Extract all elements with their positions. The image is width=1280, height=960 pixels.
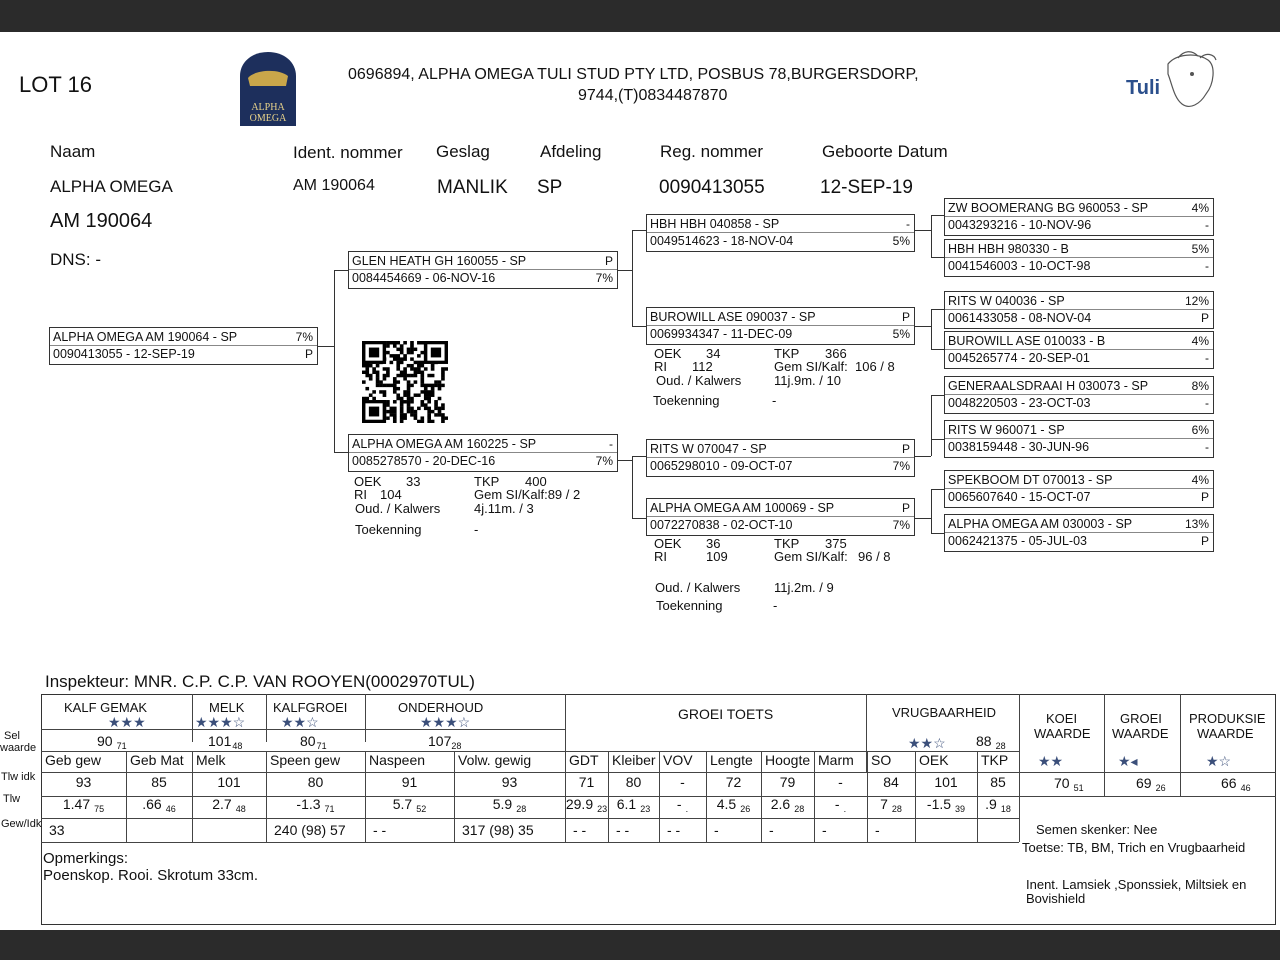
animal-reg: 0090413055 — [659, 177, 765, 198]
pedigree-gg-5: GENERAALSDRAAI H 030073 - SP 8% 0048220503 - 23-OCT-03 - — [944, 376, 1214, 414]
group-groei-toets: GROEI TOETS — [678, 706, 774, 722]
gew-idk-cell: - - — [373, 822, 387, 838]
svg-text:ALPHA: ALPHA — [251, 102, 285, 113]
tuli-logo — [1118, 44, 1224, 124]
inspector: Inspekteur: MNR. C.P. C.P. VAN ROOYEN(0002970TUL) — [45, 672, 475, 691]
tlw-value: 5.7 — [392, 796, 413, 812]
gew-idk-cell: - — [714, 822, 719, 838]
label-naam: Naam — [50, 142, 96, 161]
sd-oud-label: Oud. / Kalwers — [656, 373, 742, 388]
group-koei-waarde: WAARDE — [1034, 726, 1091, 741]
tlw-idk-cell: 85 — [151, 774, 167, 790]
pedigree-dam: ALPHA OMEGA AM 160225 - SP - 0085278570 - 20-DEC-16 7% — [348, 434, 618, 472]
column-header: Naspeen — [369, 752, 426, 768]
column-header: Kleiber — [612, 752, 656, 768]
tlw-idk-cell: 84 — [883, 774, 899, 790]
group-kalfgroei: KALFGROEI — [273, 700, 348, 715]
group-produksie: PRODUKSIE — [1189, 711, 1266, 726]
tlw-value: 29.9 — [565, 796, 594, 812]
connector — [931, 489, 944, 490]
connector — [931, 395, 932, 439]
dd-ri: 109 — [706, 549, 728, 564]
dam-oek: 33 — [406, 474, 421, 489]
remarks-label: Opmerkings: — [43, 850, 129, 867]
column-header: GDT — [569, 752, 599, 768]
connector — [618, 270, 632, 271]
group-melk: MELK — [209, 700, 245, 715]
group-produksie-waarde: WAARDE — [1197, 726, 1254, 741]
tlw-value: 1.47 — [62, 796, 91, 812]
animal-naam-2: AM 190064 — [50, 210, 153, 232]
grid-line — [41, 818, 1019, 819]
produksie-value: 66 $_{46}$ — [1221, 775, 1251, 793]
sd-toek-label: Toekenning — [653, 393, 720, 408]
connector — [931, 257, 944, 258]
connector — [632, 518, 646, 519]
tlw-value: -1.5 — [926, 796, 952, 812]
dam-oek-label: OEK — [354, 474, 382, 489]
tlw-idk-cell: 80 — [625, 774, 642, 790]
sel-kalfgroei: $80_{71}$ — [300, 733, 327, 751]
row-label-sel: Sel — [4, 730, 20, 742]
gew-idk-cell: - - — [573, 822, 587, 838]
svg-text:OMEGA: OMEGA — [249, 113, 287, 124]
sel-melk: $101_{48}$ — [208, 733, 243, 751]
animal-ident: AM 190064 — [293, 177, 375, 194]
column-header: Geb Mat — [130, 752, 184, 768]
stars-produksie: ★☆ — [1206, 753, 1232, 769]
tlw-cell — [867, 796, 915, 814]
connector — [334, 270, 335, 452]
connector — [334, 452, 348, 453]
grid-line — [1180, 694, 1181, 796]
grid-line — [266, 694, 267, 742]
stars-kalf-gemak: ★★★ — [108, 714, 146, 730]
pedigree-dam-dam: ALPHA OMEGA AM 100069 - SP P 0072270838 - 02-OCT-10 7% — [646, 498, 915, 536]
group-kalf-gemak: KALF GEMAK — [64, 700, 148, 715]
pedigree-sire-sire: HBH HBH 040858 - SP - 0049514623 - 18-NOV-04 5% — [646, 214, 915, 252]
gew-idk-cell: - — [769, 822, 774, 838]
connector — [632, 230, 646, 231]
tlw-cell — [365, 796, 454, 814]
dd-oek: 36 — [706, 536, 721, 551]
tlw-accuracy: . — [685, 804, 689, 814]
connector — [334, 270, 348, 271]
gew-idk-cell: - - — [616, 822, 630, 838]
tlw-cell — [565, 796, 608, 814]
stars-melk: ★★★☆ — [195, 714, 246, 730]
tlw-idk-cell: 71 — [578, 774, 595, 790]
qr-code-icon — [362, 341, 448, 423]
groei-value: 69 $_{26}$ — [1136, 775, 1166, 793]
tlw-idk-cell: 79 — [779, 774, 796, 790]
label-ident: Ident. nommer — [293, 143, 403, 162]
tlw-value: - — [834, 796, 840, 812]
tlw-value: -1.3 — [296, 796, 321, 812]
sd-gem: 106 / 8 — [855, 359, 895, 374]
bottom-bar — [0, 930, 1280, 960]
pedigree-dam-sire: RITS W 070047 - SP P 0065298010 - 09-OCT-07 7% — [646, 439, 915, 477]
sd-tkp: 366 — [825, 346, 847, 361]
connector — [632, 456, 633, 518]
sel-onderhoud: $107_{28}$ — [428, 733, 462, 751]
lot-number: LOT 16 — [19, 72, 92, 97]
gew-idk-cell: 240 (98) 57 — [274, 822, 346, 838]
top-bar — [0, 0, 1280, 32]
tlw-value: 2.7 — [212, 796, 232, 812]
column-header: VOV — [663, 752, 693, 768]
column-header: Speen gew — [270, 752, 341, 768]
stars-onderhoud: ★★★☆ — [420, 714, 471, 730]
row-label-waarde: waarde — [0, 742, 37, 754]
inent-line-1: Inent. Lamsiek ,Sponssiek, Miltsiek en — [1026, 877, 1247, 892]
label-geboorte: Geboorte Datum — [822, 142, 948, 161]
gew-idk-cell: 317 (98) 35 — [462, 822, 534, 838]
pedigree-gg-6: RITS W 960071 - SP 6% 0038159448 - 30-JUN-96 - — [944, 420, 1214, 458]
connector — [931, 349, 944, 350]
tlw-cell — [266, 796, 365, 814]
tlw-accuracy: 46 — [165, 804, 176, 814]
dam-gem: Gem SI/Kalf:89 / 2 — [474, 487, 581, 502]
gew-idk-cell: 33 — [49, 822, 65, 838]
dd-gem: 96 / 8 — [858, 549, 891, 564]
label-afdeling: Afdeling — [540, 142, 602, 161]
tlw-cell — [659, 796, 706, 814]
tlw-cell — [706, 796, 761, 814]
dd-tkp: 375 — [825, 536, 847, 551]
tlw-idk-cell: 85 — [990, 774, 1006, 790]
connector — [915, 456, 931, 457]
dd-toek-label: Toekenning — [656, 598, 723, 613]
connector — [931, 395, 944, 396]
tlw-cell — [454, 796, 565, 814]
dd-oek-label: OEK — [654, 536, 682, 551]
dam-tkp-label: TKP — [474, 474, 500, 489]
sd-tkp-label: TKP — [774, 346, 800, 361]
tlw-value: .9 — [985, 796, 997, 812]
pedigree-gg-8: ALPHA OMEGA AM 030003 - SP 13% 0062421375 - 05-JUL-03 P — [944, 514, 1214, 552]
tlw-accuracy: 52 — [416, 804, 427, 814]
gew-idk-cell: - - — [667, 822, 681, 838]
connector — [915, 326, 931, 327]
group-onderhoud: ONDERHOUD — [398, 700, 484, 715]
sd-oek: 34 — [706, 346, 721, 361]
tuli-logo-text: Tuli — [1126, 77, 1161, 99]
column-header: TKP — [981, 752, 1009, 768]
alpha-omega-logo — [238, 50, 298, 132]
pedigree-gg-1: ZW BOOMERANG BG 960053 - SP 4% 0043293216 - 10-NOV-96 - — [944, 198, 1214, 236]
sd-gem-label: Gem SI/Kalf: — [774, 359, 848, 374]
sd-oud: 11j.9m. / 10 — [774, 373, 841, 388]
label-geslag: Geslag — [436, 142, 490, 161]
grid-line — [365, 694, 366, 742]
group-groei: GROEI — [1120, 711, 1162, 726]
tlw-accuracy: 39 — [955, 804, 966, 814]
tlw-accuracy: 23 — [597, 804, 608, 814]
stars-groei: ★◂ — [1118, 753, 1138, 769]
dns: DNS: - — [50, 250, 101, 269]
pedigree-sire: GLEN HEATH GH 160055 - SP P 0084454669 - 06-NOV-16 7% — [348, 251, 618, 289]
connector — [931, 215, 944, 216]
dd-gem-label: Gem SI/Kalf: — [774, 549, 848, 564]
grid-line — [565, 694, 566, 842]
group-groei-waarde: WAARDE — [1112, 726, 1169, 741]
tlw-value: 4.5 — [716, 796, 737, 812]
tlw-idk-cell: - — [838, 774, 843, 790]
row-label-gew-idk: Gew/Idk — [1, 818, 42, 830]
pedigree-self: ALPHA OMEGA AM 190064 - SP 7% 0090413055 - 12-SEP-19 P — [49, 327, 318, 365]
tlw-accuracy: 18 — [1000, 804, 1011, 814]
tlw-idk-cell: - — [680, 774, 685, 790]
label-reg: Reg. nommer — [660, 142, 763, 161]
animal-geslag: MANLIK — [437, 177, 508, 198]
tlw-value: 5.9 — [492, 796, 513, 812]
column-header: Geb gew — [45, 752, 102, 768]
sd-toek: - — [772, 393, 777, 408]
column-header: SO — [871, 752, 892, 768]
connector — [632, 230, 633, 326]
column-header: OEK — [919, 752, 949, 768]
toetse: Toetse: TB, BM, Trich en Vrugbaarheid — [1022, 840, 1246, 855]
connector — [632, 326, 646, 327]
gew-idk-cell: - — [822, 822, 827, 838]
tlw-idk-cell: 80 — [307, 774, 324, 790]
gew-idk-cell: - — [875, 822, 880, 838]
animal-geboorte: 12-SEP-19 — [820, 177, 913, 198]
tlw-accuracy: 48 — [235, 804, 246, 814]
connector — [931, 309, 932, 349]
tlw-value: .66 — [142, 796, 162, 812]
tlw-cell — [608, 796, 659, 814]
sd-oek-label: OEK — [654, 346, 682, 361]
tlw-idk-cell: 93 — [501, 774, 518, 790]
tlw-idk-cell: 93 — [75, 774, 92, 790]
grid-line — [192, 694, 193, 742]
dd-oud: 11j.2m. / 9 — [774, 580, 834, 595]
dam-tkp: 400 — [525, 474, 547, 489]
column-header: Volw. gewig — [458, 752, 532, 768]
sd-ri: 112 — [692, 359, 713, 374]
grid-line — [41, 842, 1019, 843]
tlw-cell — [761, 796, 814, 814]
tlw-idk-cell: 91 — [401, 774, 418, 790]
connector — [318, 346, 334, 347]
sel-kalf-gemak: 90 $_{71}$ — [97, 733, 127, 751]
sd-ri-label: RI — [654, 359, 667, 374]
group-vrugbaarheid: VRUGBAARHEID — [892, 705, 997, 720]
tlw-value: 2.6 — [770, 796, 791, 812]
tlw-accuracy: 23 — [640, 804, 651, 814]
dd-toek: - — [773, 598, 778, 613]
dam-ri: 104 — [380, 487, 402, 502]
remarks-text: Poenskop. Rooi. Skrotum 33cm. — [43, 867, 259, 884]
dam-ri-label: RI — [354, 487, 367, 502]
tlw-value: 6.1 — [616, 796, 637, 812]
tlw-accuracy: . — [843, 804, 847, 814]
connector — [931, 309, 944, 310]
dam-oud-label: Oud. / Kalwers — [355, 501, 441, 516]
column-header: Hoogte — [765, 752, 811, 768]
breeder-line-1: 0696894, ALPHA OMEGA TULI STUD PTY LTD, POSBUS 78,BURGERSDORP, — [348, 66, 919, 83]
semen-skenker: Semen skenker: Nee — [1036, 822, 1158, 837]
stars-kalfgroei: ★★☆ — [281, 714, 319, 730]
pedigree-gg-3: RITS W 040036 - SP 12% 0061433058 - 08-NOV-04 P — [944, 291, 1214, 329]
stars-vrugbaarheid: ★★☆ — [908, 735, 946, 751]
column-header: Lengte — [710, 752, 753, 768]
connector — [931, 215, 932, 257]
connector — [618, 460, 632, 461]
connector — [931, 439, 932, 456]
tlw-accuracy: 28 — [516, 804, 527, 814]
row-label-tlw: Tlw — [3, 793, 21, 805]
tlw-idk-cell: 101 — [934, 774, 958, 790]
tlw-cell — [41, 796, 126, 814]
row-label-tlw-idk: Tlw idk — [1, 771, 36, 783]
tlw-cell — [977, 796, 1019, 814]
dam-toek-label: Toekenning — [355, 522, 422, 537]
sel-vrugbaarheid: 88 $_{28}$ — [976, 733, 1006, 751]
koei-value: 70 $_{51}$ — [1054, 775, 1084, 793]
tlw-cell — [915, 796, 977, 814]
group-koei: KOEI — [1046, 711, 1078, 726]
tlw-value: 7 — [880, 796, 888, 812]
pedigree-sire-dam: BUROWILL ASE 090037 - SP P 0069934347 - 11-DEC-09 5% — [646, 307, 915, 345]
tlw-idk-cell: 101 — [217, 774, 241, 790]
tlw-cell — [126, 796, 192, 814]
grid-line — [1104, 694, 1105, 796]
dd-ri-label: RI — [654, 549, 667, 564]
stars-koei: ★★ — [1038, 753, 1064, 769]
connector — [931, 489, 932, 533]
tlw-accuracy: 28 — [891, 804, 902, 814]
tlw-accuracy: 71 — [324, 804, 335, 814]
animal-afdeling: SP — [537, 177, 563, 198]
tlw-idk-cell: 72 — [725, 774, 742, 790]
dd-oud-label: Oud. / Kalwers — [655, 580, 741, 595]
tlw-accuracy: 26 — [740, 804, 751, 814]
tlw-cell — [814, 796, 867, 814]
dam-oud: 4j.11m. / 3 — [474, 501, 534, 516]
connector — [915, 230, 931, 231]
breeder-line-2: 9744,(T)0834487870 — [578, 87, 728, 104]
column-header: Melk — [196, 752, 226, 768]
pedigree-gg-7: SPEKBOOM DT 070013 - SP 4% 0065607640 - 15-OCT-07 P — [944, 470, 1214, 508]
pedigree-gg-2: HBH HBH 980330 - B 5% 0041546003 - 10-OCT-98 - — [944, 239, 1214, 277]
tlw-accuracy: 28 — [794, 804, 805, 814]
dam-toek: - — [474, 522, 479, 537]
inent-line-2: Bovishield — [1026, 891, 1086, 906]
tlw-cell — [192, 796, 266, 814]
animal-naam: ALPHA OMEGA — [50, 177, 173, 196]
dd-tkp-label: TKP — [774, 536, 800, 551]
grid-line — [1019, 694, 1020, 842]
tlw-value: - — [676, 796, 682, 812]
connector — [915, 518, 931, 519]
pedigree-gg-4: BUROWILL ASE 010033 - B 4% 0045265774 - 20-SEP-01 - — [944, 331, 1214, 369]
connector — [632, 456, 646, 457]
connector — [931, 439, 944, 440]
column-header: Marm — [818, 752, 854, 768]
connector — [931, 533, 944, 534]
tlw-accuracy: 75 — [94, 804, 105, 814]
